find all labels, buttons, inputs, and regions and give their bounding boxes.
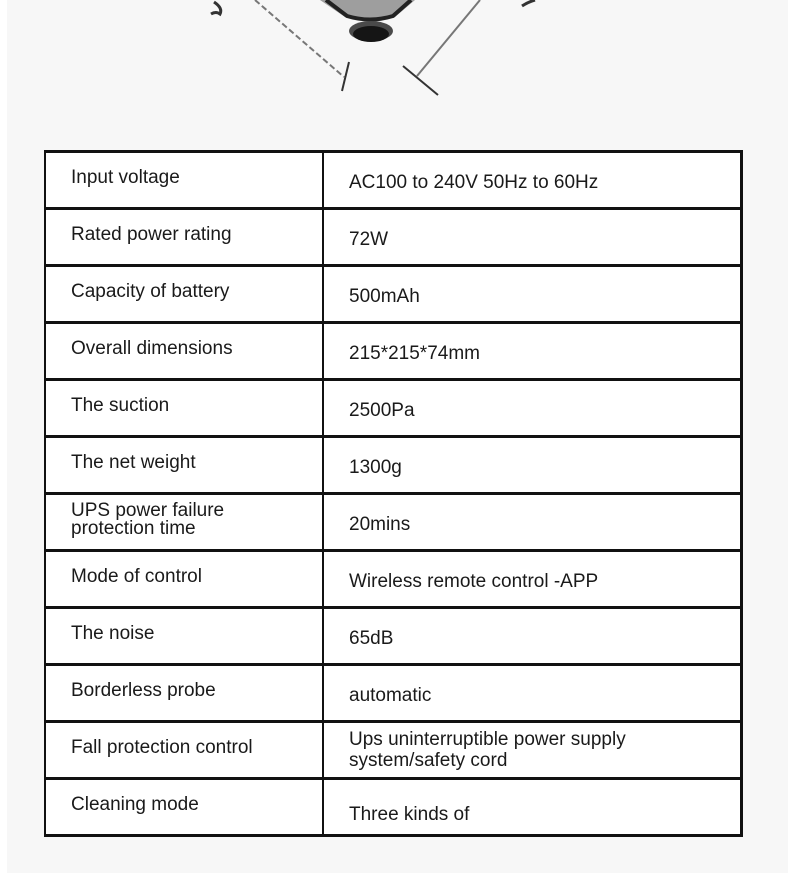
- spec-value: Three kinds of: [323, 779, 742, 836]
- specification-table: [44, 150, 743, 837]
- table-row: [45, 380, 742, 437]
- spec-value: 20mins: [323, 494, 742, 551]
- table-row: [45, 779, 742, 836]
- table-row: [45, 323, 742, 380]
- table-row: [45, 152, 742, 209]
- spec-label: Rated power rating: [45, 209, 323, 266]
- spec-label: Fall protection control: [45, 722, 323, 779]
- table-row: [45, 494, 742, 551]
- spec-label: Input voltage: [45, 152, 323, 209]
- dimension-line-left-icon: [211, 0, 349, 91]
- spec-value: Ups uninterruptible power supply system/safety cord: [323, 722, 742, 779]
- spec-value: 1300g: [323, 437, 742, 494]
- spec-value: 72W: [323, 209, 742, 266]
- robot-vacuum-dimension-drawing-icon: [0, 0, 790, 110]
- spec-label: Borderless probe: [45, 665, 323, 722]
- spec-label: The suction: [45, 380, 323, 437]
- spec-value: 215*215*74mm: [323, 323, 742, 380]
- table-row: [45, 608, 742, 665]
- spec-value: Wireless remote control -APP: [323, 551, 742, 608]
- spec-label: Overall dimensions: [45, 323, 323, 380]
- spec-value: 500mAh: [323, 266, 742, 323]
- table-row: [45, 722, 742, 779]
- table-row: [45, 266, 742, 323]
- spec-value: 65dB: [323, 608, 742, 665]
- spec-value: AC100 to 240V 50Hz to 60Hz: [323, 152, 742, 209]
- dimension-line-right-icon: [403, 0, 535, 95]
- table-row: [45, 437, 742, 494]
- table-row: [45, 665, 742, 722]
- table-row: [45, 551, 742, 608]
- spec-label: Mode of control: [45, 551, 323, 608]
- spec-label: Capacity of battery: [45, 266, 323, 323]
- spec-label: The noise: [45, 608, 323, 665]
- spec-value: automatic: [323, 665, 742, 722]
- table-row: [45, 209, 742, 266]
- spec-label: The net weight: [45, 437, 323, 494]
- spec-label: UPS power failure protection time: [45, 494, 323, 551]
- vacuum-bottom-icon: [320, 0, 415, 42]
- spec-label: Cleaning mode: [45, 779, 323, 836]
- spec-value: 2500Pa: [323, 380, 742, 437]
